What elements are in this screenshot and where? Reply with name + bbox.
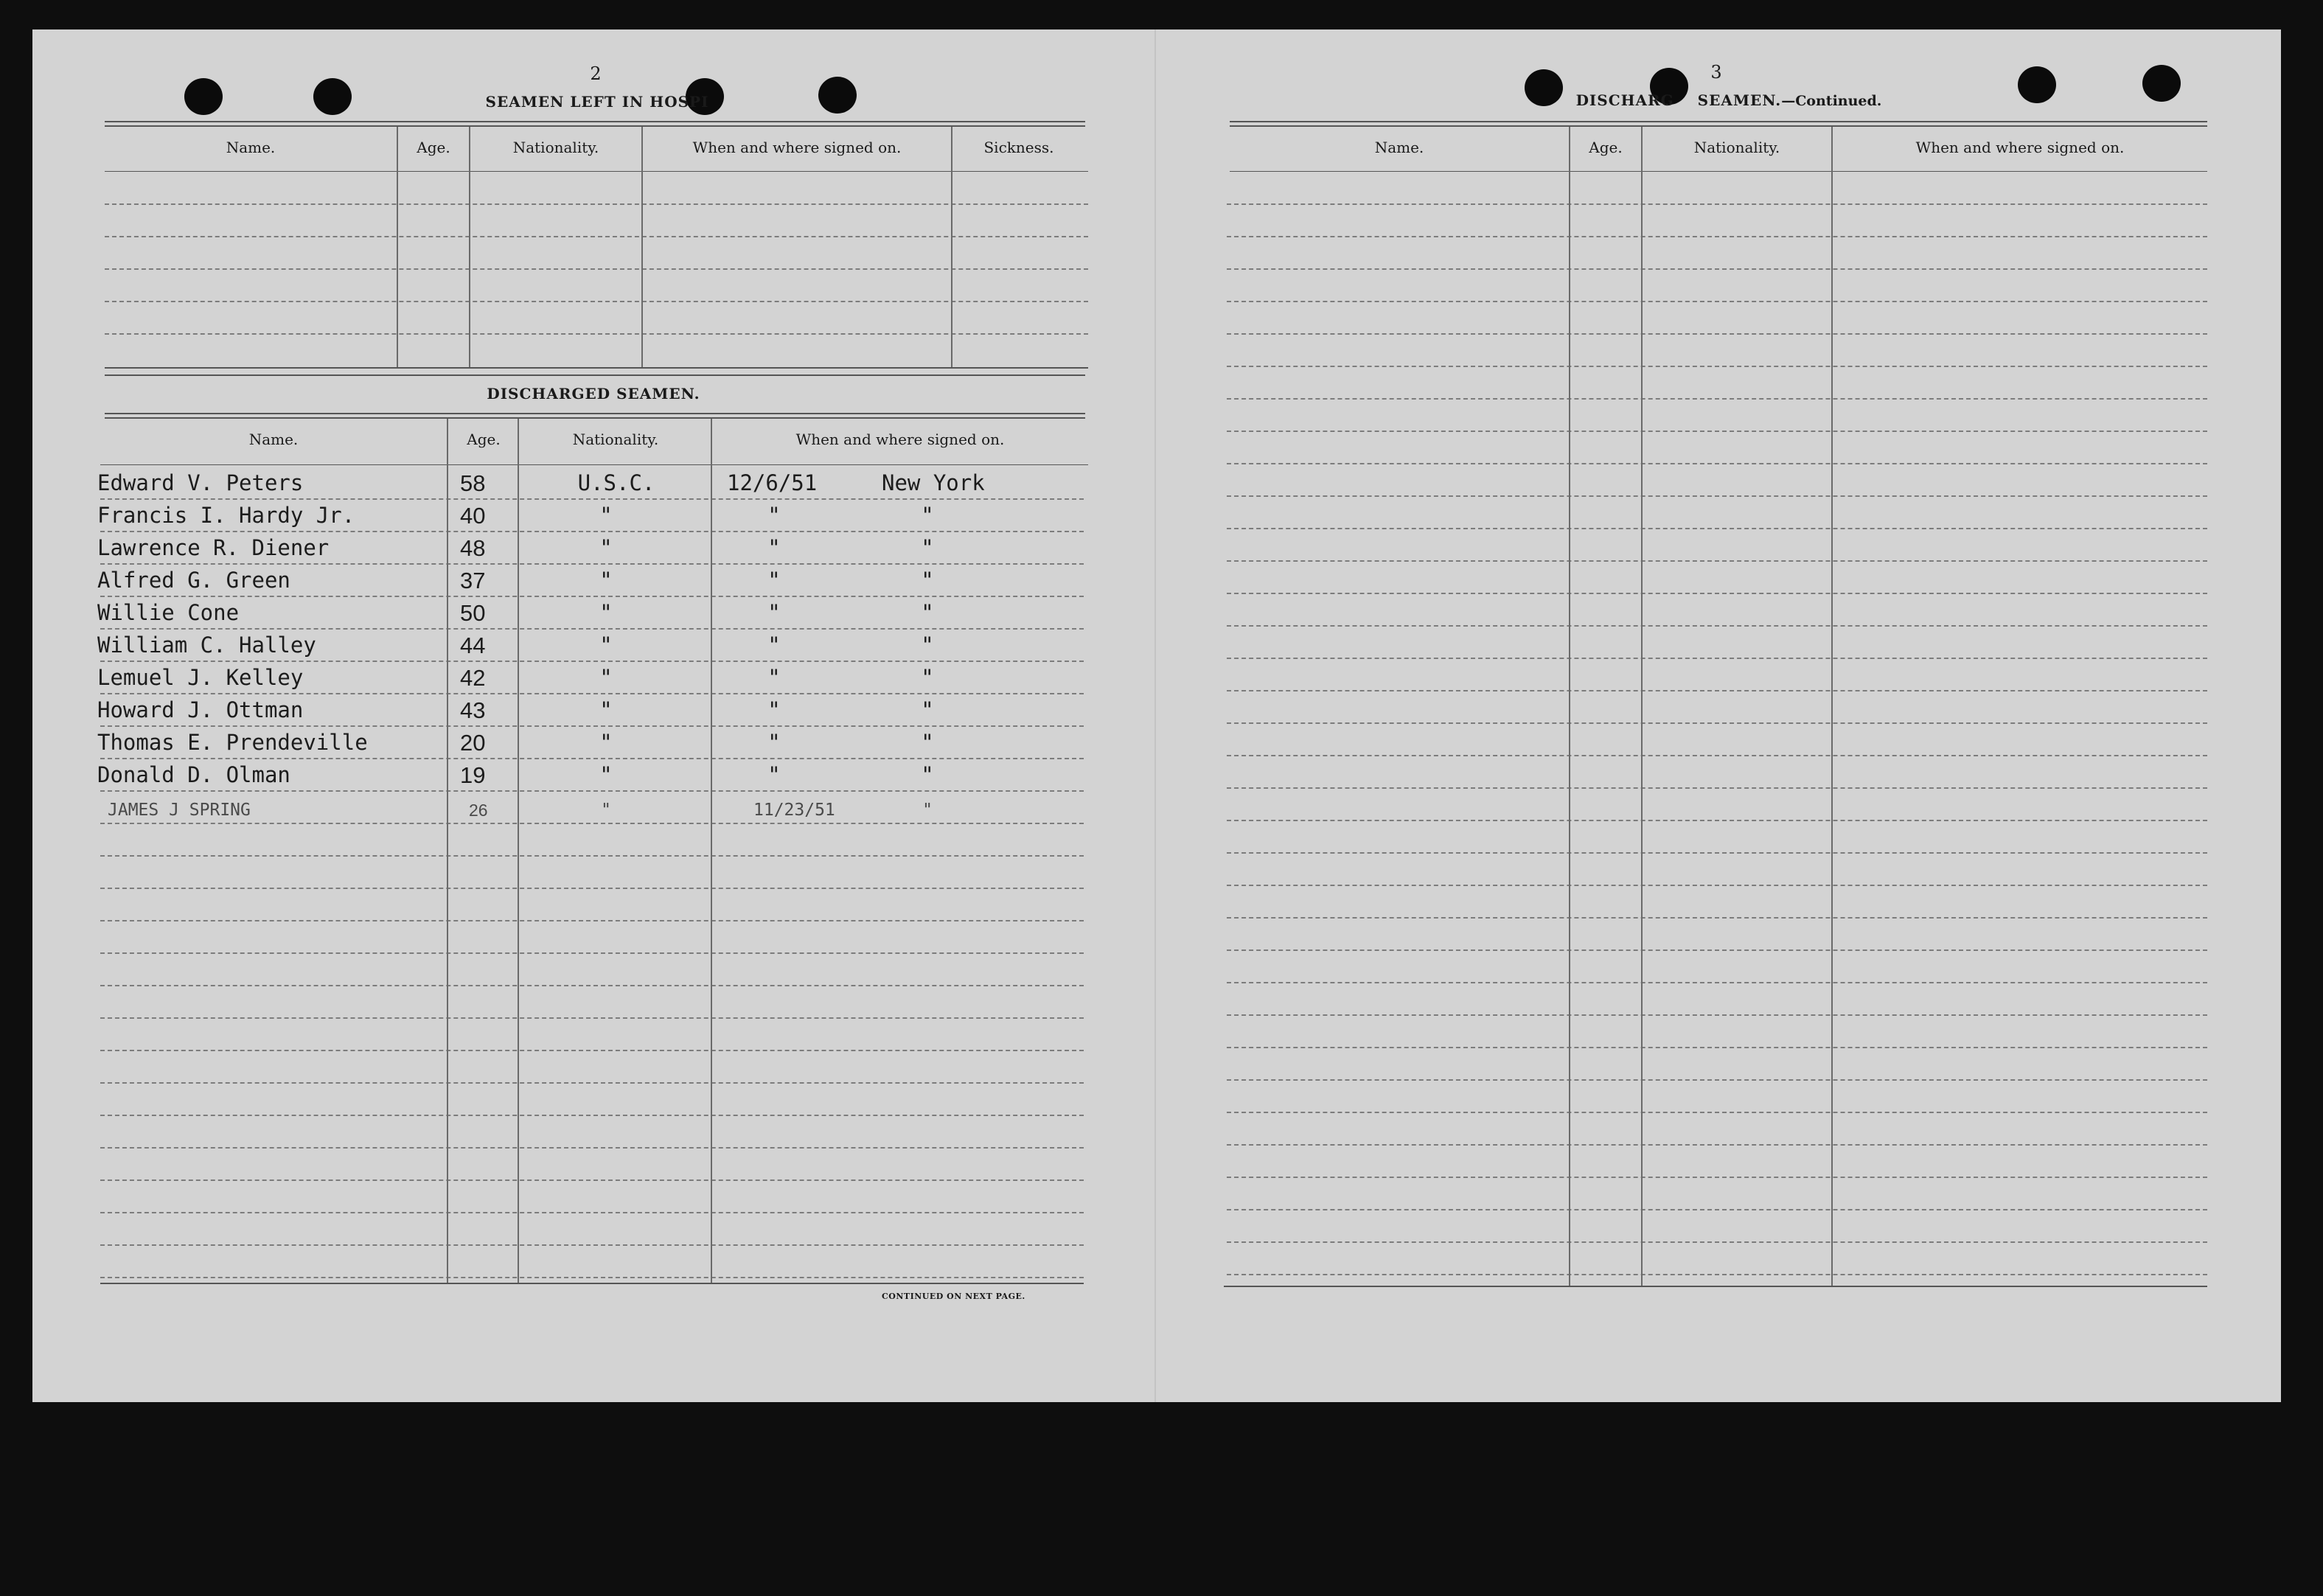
page-number-right: 3 — [1710, 62, 1722, 83]
discharged-header-age: Age. — [467, 431, 501, 448]
discharged-row-line — [100, 563, 1084, 565]
page-number-left: 2 — [590, 63, 602, 84]
discharged-row-line — [100, 725, 1084, 727]
seaman-nationality: " — [599, 665, 613, 690]
seaman-signed-place: " — [921, 600, 934, 625]
right-row-line — [1227, 1047, 2207, 1048]
seaman-name: Lemuel J. Kelley — [97, 665, 304, 690]
right-top-rule — [1230, 121, 2207, 122]
discharged-col-divider — [711, 419, 712, 1283]
discharged-rule — [105, 413, 1085, 414]
hospital-row-line — [105, 236, 1088, 237]
seaman-nationality: " — [599, 730, 613, 755]
discharged-row-line — [100, 693, 1084, 694]
seaman-name: Alfred G. Green — [97, 568, 290, 593]
hospital-row-line — [105, 333, 1088, 335]
right-row-line — [1227, 431, 2207, 432]
right-row-line — [1227, 690, 2207, 691]
seaman-nationality: " — [599, 697, 613, 722]
hospital-row-line — [105, 268, 1088, 270]
discharged-row-line — [100, 1277, 1084, 1278]
discharged-row-line — [100, 1244, 1084, 1246]
seaman-signed-date: 11/23/51 — [753, 801, 835, 820]
discharged-bottom-rule — [100, 1283, 1084, 1284]
right-row-line — [1227, 820, 2207, 821]
right-row-line — [1227, 333, 2207, 335]
discharged-row-line — [100, 661, 1084, 662]
seaman-nationality: " — [599, 762, 613, 787]
punch-hole — [2018, 66, 2056, 103]
discharged-section-title: DISCHARGED SEAMEN. — [487, 385, 700, 403]
seaman-name: Edward V. Peters — [97, 470, 304, 495]
right-col-divider — [1641, 127, 1643, 1286]
punch-hole — [184, 78, 223, 115]
seaman-nationality: " — [601, 801, 611, 820]
seaman-age: 40 — [460, 503, 486, 529]
right-row-line — [1227, 852, 2207, 854]
seaman-signed-date: " — [767, 600, 781, 625]
continued-footer: CONTINUED ON NEXT PAGE. — [882, 1292, 1025, 1301]
hospital-col-divider — [469, 127, 470, 367]
discharged-row-line — [100, 952, 1084, 954]
page-fold — [1154, 29, 1156, 1402]
discharged-row-line — [100, 823, 1084, 824]
hospital-row-line — [105, 203, 1088, 205]
right-header-name: Name. — [1374, 139, 1424, 156]
discharged-row-line — [100, 985, 1084, 986]
discharged-row-line — [100, 855, 1084, 857]
seaman-name: JAMES J SPRING — [108, 801, 251, 820]
right-row-line — [1227, 949, 2207, 951]
right-row-line — [1227, 885, 2207, 886]
right-row-line — [1227, 463, 2207, 464]
hospital-header-rule — [105, 171, 1088, 172]
discharged-row-line — [100, 1082, 1084, 1084]
discharged-row-line — [100, 790, 1084, 792]
seaman-age: 26 — [469, 801, 488, 820]
seaman-signed-place: " — [922, 801, 933, 820]
seaman-nationality: U.S.C. — [577, 470, 655, 495]
right-row-line — [1227, 268, 2207, 270]
hospital-header-age: Age. — [417, 139, 450, 156]
seaman-signed-place: " — [921, 697, 934, 722]
seaman-nationality: " — [599, 535, 613, 560]
discharged-row-line — [100, 888, 1084, 889]
discharged-row-line — [100, 531, 1084, 532]
punch-hole — [313, 78, 352, 115]
seaman-age: 37 — [460, 568, 486, 593]
hospital-bottom-rule — [105, 367, 1088, 369]
right-section-title — [1556, 91, 1902, 109]
right-row-line — [1227, 1177, 2207, 1178]
seaman-signed-date: " — [767, 697, 781, 722]
right-row-line — [1227, 528, 2207, 529]
seaman-signed-date: " — [767, 762, 781, 787]
seaman-signed-place: " — [921, 503, 934, 528]
hospital-section-title: SEAMEN LEFT IN HOSPI — [485, 93, 709, 111]
seaman-nationality: " — [599, 633, 613, 658]
punch-hole — [2142, 65, 2181, 102]
seaman-name: Willie Cone — [97, 600, 240, 625]
seaman-signed-date: " — [767, 730, 781, 755]
seaman-age: 43 — [460, 697, 486, 723]
discharged-row-line — [100, 596, 1084, 597]
right-row-line — [1227, 917, 2207, 919]
seaman-name: Howard J. Ottman — [97, 697, 304, 722]
right-row-line — [1227, 722, 2207, 724]
discharged-row-line — [100, 1050, 1084, 1051]
discharged-header-nationality: Nationality. — [572, 431, 659, 448]
seaman-signed-place: " — [921, 762, 934, 787]
seaman-signed-place: New York — [882, 470, 985, 495]
right-top-rule — [1230, 125, 2207, 127]
seaman-name: Lawrence R. Diener — [97, 535, 330, 560]
hospital-header-nationality: Nationality. — [512, 139, 599, 156]
seaman-signed-place: " — [921, 633, 934, 658]
seaman-nationality: " — [599, 503, 613, 528]
discharged-row-line — [100, 628, 1084, 630]
right-row-line — [1227, 301, 2207, 302]
right-row-line — [1227, 236, 2207, 237]
seaman-name: Thomas E. Prendeville — [97, 730, 368, 755]
right-title-part: DISCHARG — [1575, 91, 1674, 109]
seaman-age: 42 — [460, 665, 486, 691]
seaman-signed-date: 12/6/51 — [727, 470, 818, 495]
seaman-age: 44 — [460, 633, 486, 658]
hospital-header-sickness: Sickness. — [983, 139, 1054, 156]
hospital-top-rule — [105, 125, 1085, 127]
right-row-line — [1227, 1144, 2207, 1146]
right-row-line — [1227, 755, 2207, 756]
hospital-header-signed-on: When and where signed on. — [692, 139, 902, 156]
discharged-row-line — [100, 1212, 1084, 1213]
discharged-header-name: Name. — [248, 431, 299, 448]
right-row-line — [1227, 560, 2207, 562]
hospital-header-name: Name. — [226, 139, 276, 156]
seaman-signed-date: " — [767, 633, 781, 658]
right-row-line — [1227, 1241, 2207, 1243]
right-col-divider — [1831, 127, 1833, 1286]
right-header-rule — [1230, 171, 2207, 172]
right-row-line — [1227, 787, 2207, 789]
right-header-age: Age. — [1589, 139, 1623, 156]
right-row-line — [1227, 398, 2207, 400]
right-col-divider — [1569, 127, 1570, 1286]
seaman-age: 19 — [460, 762, 486, 788]
seaman-name: William C. Halley — [97, 633, 316, 658]
right-title-rest: SEAMEN. — [1697, 91, 1782, 109]
seaman-age: 48 — [460, 535, 486, 561]
discharged-row-line — [100, 1179, 1084, 1181]
seaman-signed-date: " — [767, 503, 781, 528]
seaman-nationality: " — [599, 568, 613, 593]
discharged-header-rule — [100, 464, 1088, 465]
seaman-signed-place: " — [921, 535, 934, 560]
right-row-line — [1227, 593, 2207, 594]
right-header-signed-on: When and where signed on. — [1915, 139, 2125, 156]
right-row-line — [1227, 366, 2207, 367]
seaman-age: 50 — [460, 600, 486, 626]
right-row-line — [1227, 1209, 2207, 1210]
discharged-row-line — [100, 1115, 1084, 1116]
discharged-rule — [105, 417, 1085, 419]
seaman-signed-place: " — [921, 730, 934, 755]
right-row-line — [1227, 658, 2207, 659]
right-row-line — [1227, 495, 2207, 497]
right-header-nationality: Nationality. — [1693, 139, 1780, 156]
right-row-line — [1227, 982, 2207, 983]
seaman-signed-place: " — [921, 665, 934, 690]
right-row-line — [1227, 625, 2207, 627]
discharged-top-rule — [105, 374, 1085, 376]
right-bottom-rule — [1224, 1286, 2207, 1287]
right-row-line — [1227, 1112, 2207, 1113]
hospital-row-line — [105, 301, 1088, 302]
right-row-line — [1227, 1079, 2207, 1081]
seaman-signed-place: " — [921, 568, 934, 593]
seaman-signed-date: " — [767, 665, 781, 690]
discharged-row-line — [100, 498, 1084, 500]
seaman-age: 20 — [460, 730, 486, 756]
right-row-line — [1227, 203, 2207, 205]
seaman-signed-date: " — [767, 568, 781, 593]
discharged-col-divider — [447, 419, 448, 1283]
seaman-nationality: " — [599, 600, 613, 625]
seaman-age: 58 — [460, 470, 486, 496]
discharged-col-divider — [518, 419, 519, 1283]
seaman-signed-date: " — [767, 535, 781, 560]
right-title-suffix: —Continued. — [1781, 93, 1882, 109]
seaman-name: Francis I. Hardy Jr. — [97, 503, 355, 528]
hospital-top-rule — [105, 121, 1085, 122]
seaman-name: Donald D. Olman — [97, 762, 290, 787]
discharged-row-line — [100, 1147, 1084, 1149]
right-row-line — [1227, 1274, 2207, 1275]
hospital-col-divider — [951, 127, 952, 367]
hospital-col-divider — [397, 127, 398, 367]
right-row-line — [1227, 1014, 2207, 1016]
hospital-col-divider — [641, 127, 643, 367]
discharged-header-signed-on: When and where signed on. — [795, 431, 1005, 448]
discharged-row-line — [100, 758, 1084, 759]
discharged-row-line — [100, 1017, 1084, 1019]
discharged-row-line — [100, 920, 1084, 921]
punch-hole — [818, 77, 857, 114]
